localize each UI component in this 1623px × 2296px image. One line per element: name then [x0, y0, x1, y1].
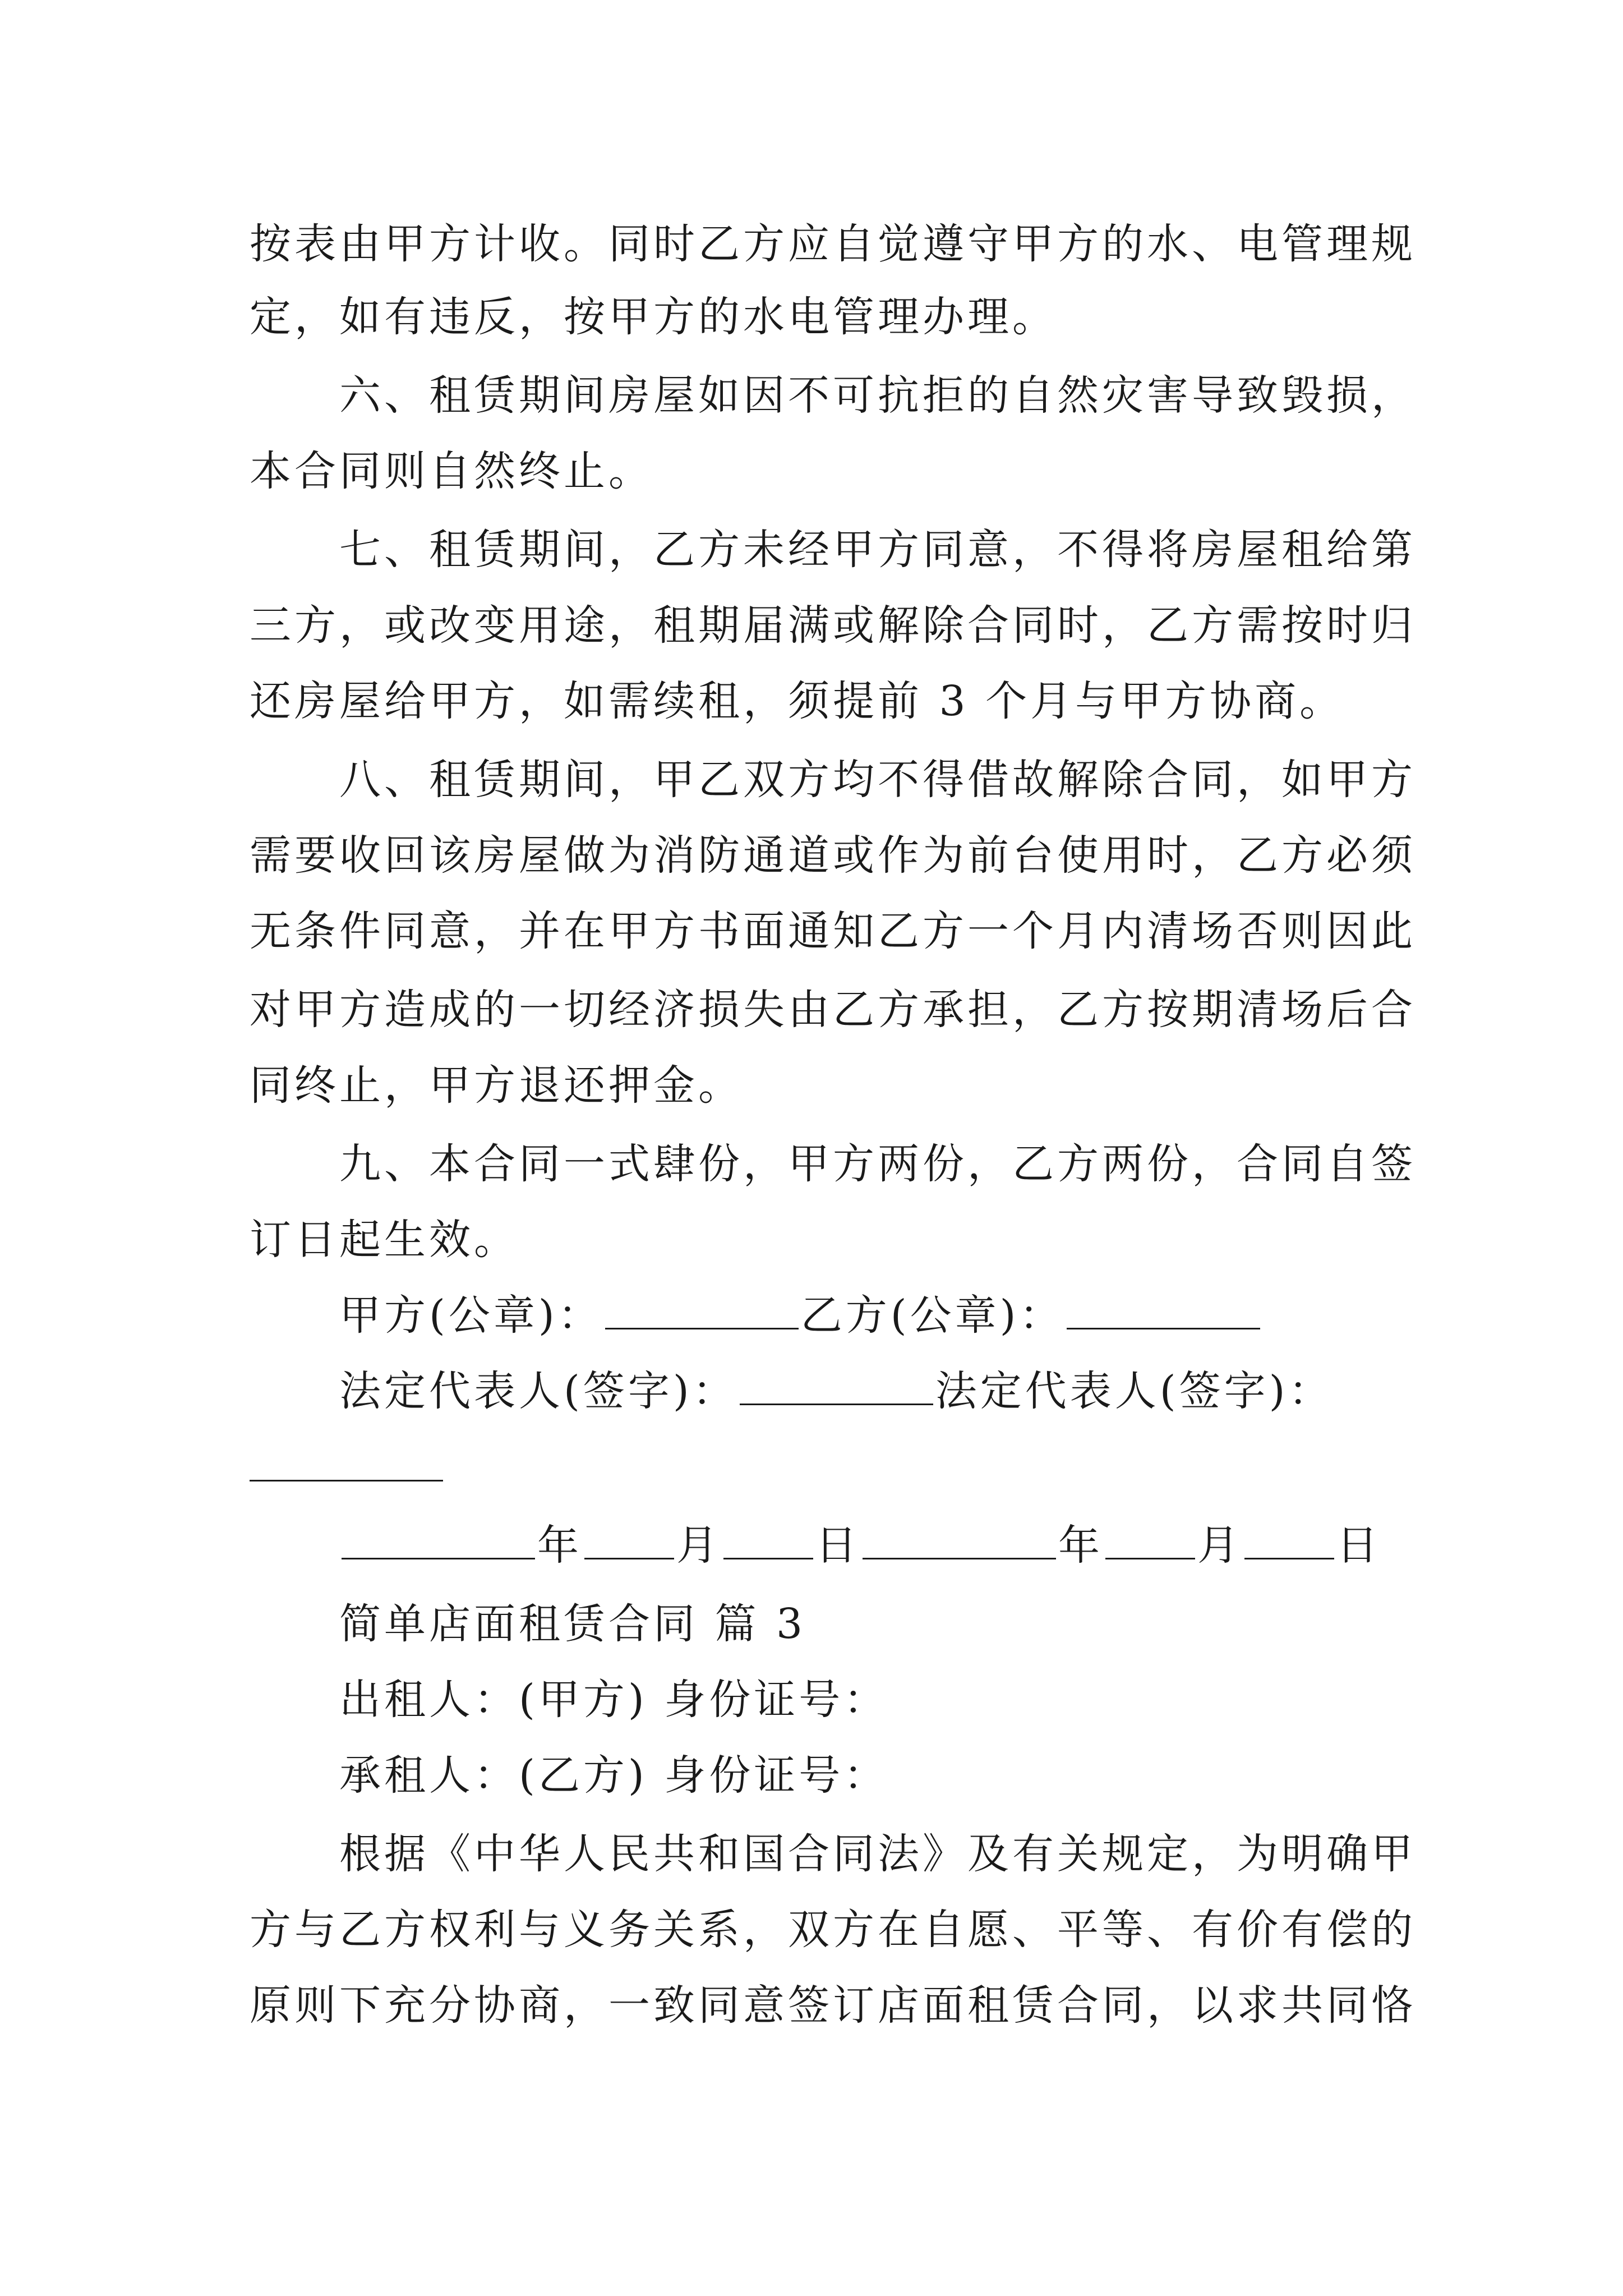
clause-8-line: 八、租赁期间，甲乙双方均不得借故解除合同，如甲方 — [339, 756, 1416, 804]
text-line: 还房屋给甲方，如需续租，须提前 3 个月与甲方协商。 — [250, 677, 1345, 725]
lessor-line: 出租人：(甲方) 身份证号： — [339, 1676, 889, 1724]
text-line: 对甲方造成的一切经济损失由乙方承担，乙方按期清场后合 — [250, 986, 1416, 1034]
date-line — [0, 1506, 1623, 1585]
month-label-b: 月 — [1197, 1521, 1242, 1570]
text-line: 按表由甲方计收。同时乙方应自觉遵守甲方的水、电管理规 — [250, 220, 1416, 268]
party-b-seal-blank — [1067, 1292, 1260, 1329]
clause-6-line: 六、租赁期间房屋如因不可抗拒的自然灾害导致毁损， — [339, 371, 1416, 420]
representative-line — [0, 1352, 1623, 1430]
text-line: 需要收回该房屋做为消防通道或作为前台使用时，乙方必须 — [250, 831, 1416, 880]
lessee-line: 承租人：(乙方) 身份证号： — [339, 1751, 889, 1800]
text-line: 本合同则自然终止。 — [250, 447, 653, 495]
preamble-line: 方与乙方权利与义务关系，双方在自愿、平等、有价有偿的 — [250, 1906, 1416, 1954]
rep-a-blank — [740, 1368, 933, 1405]
party-b-seal-label: 乙方(公章)： — [800, 1291, 1064, 1340]
section-title: 简单店面租赁合同 篇 3 — [339, 1600, 806, 1648]
year-blank-b — [863, 1522, 1056, 1559]
day-label-b: 日 — [1336, 1521, 1381, 1570]
text-line: 同终止，甲方退还押金。 — [250, 1061, 743, 1110]
rep-b-blank — [250, 1480, 443, 1481]
year-blank — [342, 1522, 535, 1559]
party-a-seal-blank — [605, 1292, 799, 1329]
text-line: 三方，或改变用途，租期届满或解除合同时，乙方需按时归 — [250, 601, 1416, 650]
preamble-line: 根据《中华人民共和国合同法》及有关规定，为明确甲 — [339, 1830, 1416, 1878]
day-blank-b — [1244, 1522, 1334, 1559]
year-label-b: 年 — [1058, 1521, 1103, 1570]
month-blank-b — [1105, 1522, 1195, 1559]
text-line: 定，如有违反，按甲方的水电管理办理。 — [250, 293, 1057, 341]
year-label: 年 — [537, 1521, 582, 1570]
preamble-line: 原则下充分协商，一致同意签订店面租赁合同，以求共同恪 — [250, 1981, 1416, 2030]
text-line: 无条件同意，并在甲方书面通知乙方一个月内清场否则因此 — [250, 907, 1416, 955]
party-a-seal-label: 甲方(公章)： — [339, 1291, 603, 1340]
month-blank — [584, 1522, 674, 1559]
month-label: 月 — [676, 1521, 721, 1570]
rep-a-label: 法定代表人(签字)： — [339, 1367, 737, 1415]
seal-line — [0, 1276, 1623, 1355]
rep-b-label: 法定代表人(签字)： — [935, 1367, 1334, 1415]
clause-9-line: 九、本合同一式肆份，甲方两份，乙方两份，合同自签 — [339, 1140, 1416, 1188]
day-label: 日 — [815, 1521, 860, 1570]
day-blank — [723, 1522, 813, 1559]
clause-7-line: 七、租赁期间，乙方未经甲方同意，不得将房屋租给第 — [339, 526, 1416, 574]
text-line: 订日起生效。 — [250, 1216, 519, 1264]
